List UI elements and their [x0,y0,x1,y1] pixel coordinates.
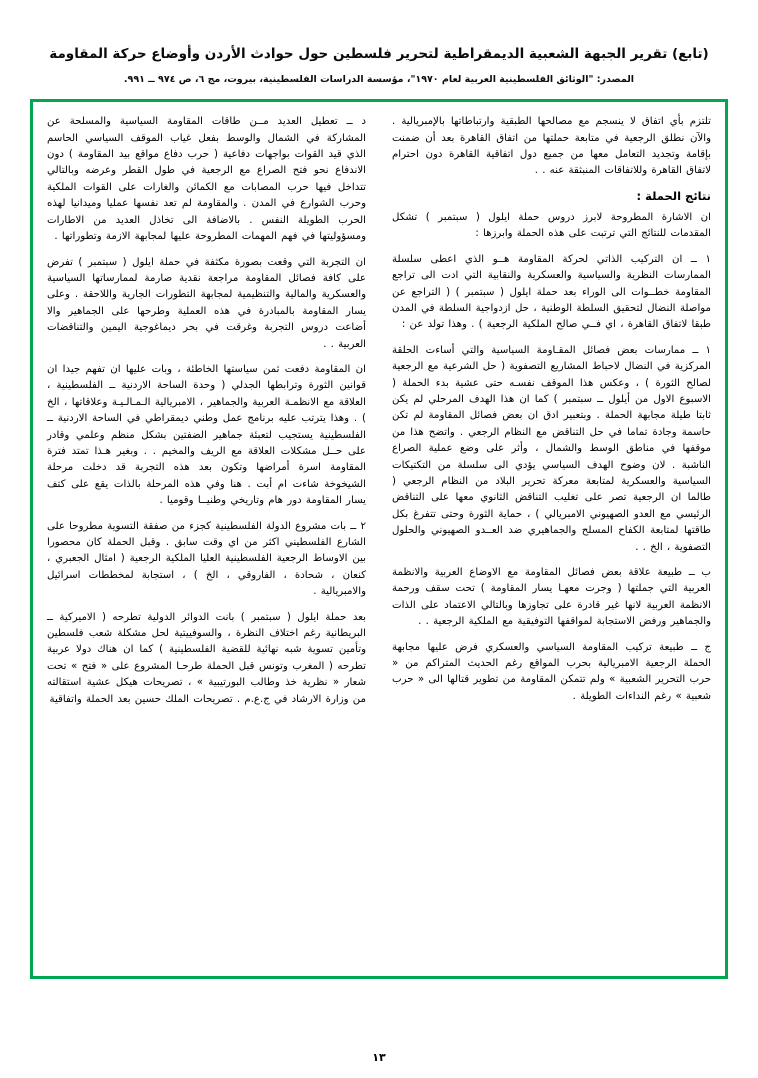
paragraph: د ــ تعطيل العديد مــن طاقات المقاومة السياسية والمسلحة عن المشاركة في الشمال والوسط بفعل غياب الموقف السياسي الحاسم الذي قيد القوات بواجهات دفاعية ( حرب دفاع مواقع بيد المقاومة ) دون الاندفاع نحو فتح الصراع مع الرجعية في طول القطر وعرضه وبالتالي تتداخل فيها حرب المصابات مع الكمائن والغارات على القوات الملكية وحرب الشوارع في المدن . والمقاومة لم تعد نفسها عمليا وميدانيا لهذه الحرب الطويلة النفس . بالاضافة الى تخاذل العديد من الاطارات ومسؤوليتها في فهم المهمات المطروحة عليها لمجابهة الازمة وتطوراتها . [47,116,366,243]
section-heading-results: نتائج الحملة : [636,188,711,203]
paragraph: ١ ــ ان التركيب الذاتي لحركة المقاومة هــو الذي اعطى سلسلة الممارسات النظرية والسياسية والعسكرية والنقابية التي ادت الى تراجع المقاومة خطــوات الى الوراء بعد حملة ايلول ( سبتمبر ) ( التراجع عن مواصلة النضال لتحقيق السلطة الوطنية ، حل ازدواجية السلطة في المدن طبقا لاتفاق القاهرة ، اي فــي صالح الملكية الرجعية ) . وهذا تولد عن : [392,253,711,331]
document-source-line: المصدر: "الوثائق الفلسطينية العربية لعام ١٩٧٠"، مؤسسة الدراسات الفلسطينية، بيروت، مج ٦، ص ٩٧٤ ــ ٩٩١. [123,74,635,86]
paragraph: ب ــ طبيعة علاقة بعض فصائل المقاومة مع الاوضاع العربية والانظمة العربية التي جملتها ( وجرت معهـا يسار المقاومة ) تحت سقف ورحمة الانظمة العربية لانها غير قادرة على تجاوزها وبالتالي الاعتماد على الذات والجماهير ورفض الاستجابة لمواقفها التوفيقية مع الملكية الرجعية . . [392,567,711,628]
paragraph: ان التجربة التي وقعت بصورة مكثفة في حملة ايلول ( سبتمبر ) تفرض على كافة فصائل المقاومة مراجعة نقدية صارمة لممارساتها السياسية والعسكرية والمالية والتنظيمية لمجابهة التطورات الجارية واللاحقة . وعلى يسار المقاومة بالمبادرة في هذه العملية وطرحها على الجماهير والا أضاعت دروس التجربة وغرقت في بحر ديماغوجية اليمين والتناقضات العربية . . [47,256,366,350]
column-right [392,114,711,962]
content-frame [30,99,728,979]
paragraph: ان المقاومة دفعت ثمن سياستها الخاطئة ، وبات عليها ان تفهم جيدا ان قوانين الثورة وترابطها الجدلي ( وحدة الساحة الاردنية ــ الفلسطينية ، العلاقة مع الانظمـة العربية والجماهير ، الامبريالية الـمـالـيـة وعلاقاتها ، الخ ) . وهذا يترتب عليه برنامج عمل وطني ديمقراطي في الساحة الاردنية ــ الفلسطينية يستجيب لتعبئة جماهير الضفتين بشكل منظم وعلمي وقادر على حــل مشكلات العلاقة مع الريف والمخيم . . وبغير هـذا تمتد فترة المقاومة اسرة أمراضها وتكون بعد هذه التجربة قد دخلت مرحلة الشيخوخة شاءت ام أبت . هنا وفي هذه المرحلة بالذات يقع على كتف يسار المقاومة دور هام وتاريخي وطنيــا وقوميا . [47,363,366,507]
paragraph: ٢ ــ بات مشروع الدولة الفلسطينية كجزء من صفقة التسوية مطروحا على الشارع الفلسطيني اكثر من اي وقت سابق . وقبل الحملة كان محصورا بين الاوساط الرجعية الفلسطينية العليا الملكية الرجعية ( امثال الجعبري ، كنعان ، شحادة ، الفاروقي ، الخ ) ، استجابة لمخططات اسرائيل والامبريالية . [47,520,366,598]
column-left [47,114,366,962]
paragraph: ج ــ طبيعة تركيب المقاومة السياسي والعسكري فرض عليها مجابهة الحملة الرجعية الامبريالية بحرب المواقع رغم الحديث المتراكم من « حرب التحرير الشعبية » ولم تتمكن المقاومة من تطوير قتالها الى « حرب شعبية » رغم النداءات الطويلة . [392,641,711,702]
page-title: (تابع) تقرير الجبهة الشعبية الديمقراطية لتحرير فلسطين حول حوادث الأردن وأوضاع حركة المقاومة [49,46,709,62]
paragraph: تلتزم بأي اتفاق لا ينسجم مع مصالحها الطبقية وارتباطاتها بالإمبريالية . والآن نطلق الرجعية في متابعة حملتها من اتفاق القاهرة بعد أن ضمنت بإقامة وتجديد التعامل معها من جميع دول اتفاقية القاهرة دون احترام لاتفاق القاهرة وللاتفاقات المنبثقة عنه . . [392,116,711,177]
page-number: ١٣ [372,1051,386,1064]
paragraph: بعد حملة ايلول ( سبتمبر ) بانت الدوائر الدولية تطرحه ( الاميركية ــ البريطانية رغم اختلاف النظرة ، والسوفييتية لحل مشكلة شعب فلسطين وتأمين تسوية شبه نهائية للقضية الفلسطينية ) كما ان هناك دولا عربية تطرحه ( المغرب وتونس قبل الحملة طرحـا المشروع على « فتح » تحت شعار « نظرية خذ وطالب البورتيبية » ، تصريحات هيكل عشية استقالته من وزارة الارشاد في ج.ع.م . تصريحات الملك حسين بعد الحملة واتفاقية [47,611,366,705]
two-column-layout [47,114,711,962]
paragraph: ان الاشارة المطروحة لابرز دروس حملة ايلول ( سبتمبر ) تشكل المقدمات للنتائج التي ترتبت على هذه الحملة وابرزها : [392,211,711,240]
paragraph: ١ ــ ممارسات بعض فصائل المقـاومة السياسية والتي أساءت الحلقة المركزية في النضال لاحباط المشاريع التصفوية ( حل الشرعية مع الرجعية لصالح الثورة ) ، وعكس هذا الموقف نفسـه حتى عشية بدء الحملة ( الاسبوع الاول من أيلول ــ سبتمبر ) كما ان هذا الهدف المرحلي لم يكن ثابتا طيلة مجابهة الحملة . وبتعبير ادق ان بعض فصائل المقاومة لم تكن حاسمة وجادة تماما في حل التناقض مع النظام الرجعي . واتضح هذا من موقفها في مناطق الوسط والشمال ، وأثر على وضع عملية الصراع الناشبة . لان وضوح الهدف السياسي يؤدي الى سلسلة من التكتيكات السياسية والعسكرية لمتابعة معركة تحرير البلاد من النظام الرجعي ( طالما ان الرجعية تصر على تغليب التناقض الثانوي معها على التناقض الرئيسي مع العدو الصهيوني الامبريالي ) ، حماية الثورة وحتى تتفرغ بكل طاقتها لمتابعة الكفاح المسلح والجماهيري ضد العــدو الصهيوني والحلول التصفوية ، الخ . . [392,344,711,553]
